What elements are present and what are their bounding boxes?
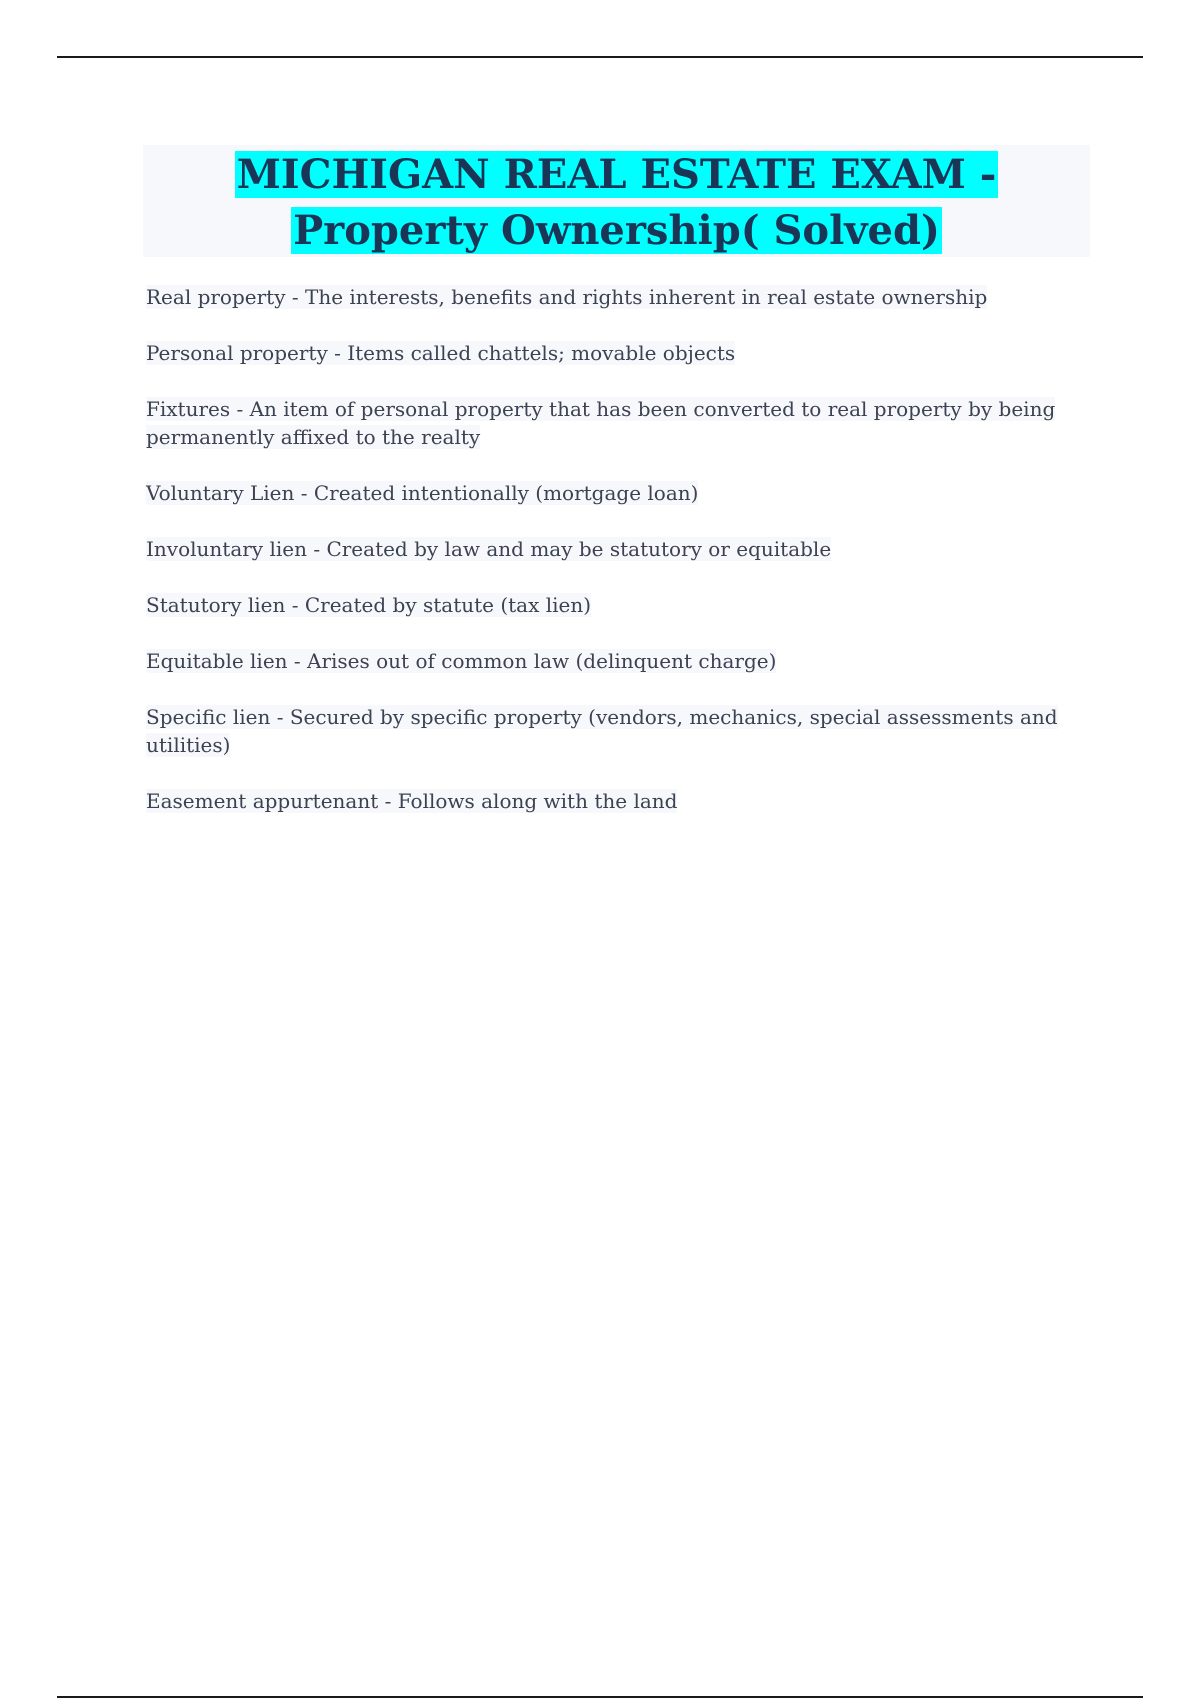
definition-item xyxy=(146,479,1086,507)
definition-text: Statutory lien - Created by statute (tax lien) xyxy=(146,593,592,617)
definition-text: Specific lien - Secured by specific property (vendors, mechanics, special assessments and utilities) xyxy=(146,705,1058,757)
footer-rule xyxy=(57,1696,1143,1698)
definition-text: Easement appurtenant - Follows along with the land xyxy=(146,789,678,813)
definition-item xyxy=(146,703,1086,759)
definition-text: Voluntary Lien - Created intentionally (mortgage loan) xyxy=(146,481,699,505)
definition-item xyxy=(146,395,1086,451)
definition-text: Personal property - Items called chattels; movable objects xyxy=(146,341,736,365)
definition-item xyxy=(146,283,1086,311)
definition-list xyxy=(146,283,1086,843)
document-title xyxy=(143,145,1090,259)
definition-text: Fixtures - An item of personal property that has been converted to real property by being permanently affixed to the realty xyxy=(146,397,1056,449)
definition-item xyxy=(146,591,1086,619)
definition-text: Involuntary lien - Created by law and may be statutory or equitable xyxy=(146,537,832,561)
definition-item xyxy=(146,339,1086,367)
definition-item xyxy=(146,787,1086,815)
definition-text: Equitable lien - Arises out of common law (delinquent charge) xyxy=(146,649,777,673)
header-rule xyxy=(57,56,1143,58)
definition-item xyxy=(146,647,1086,675)
title-highlight: MICHIGAN REAL ESTATE EXAM - Property Ownership( Solved) xyxy=(236,151,997,254)
definition-text: Real property - The interests, benefits and rights inherent in real estate ownership xyxy=(146,285,988,309)
definition-item xyxy=(146,535,1086,563)
title-block xyxy=(143,145,1090,257)
